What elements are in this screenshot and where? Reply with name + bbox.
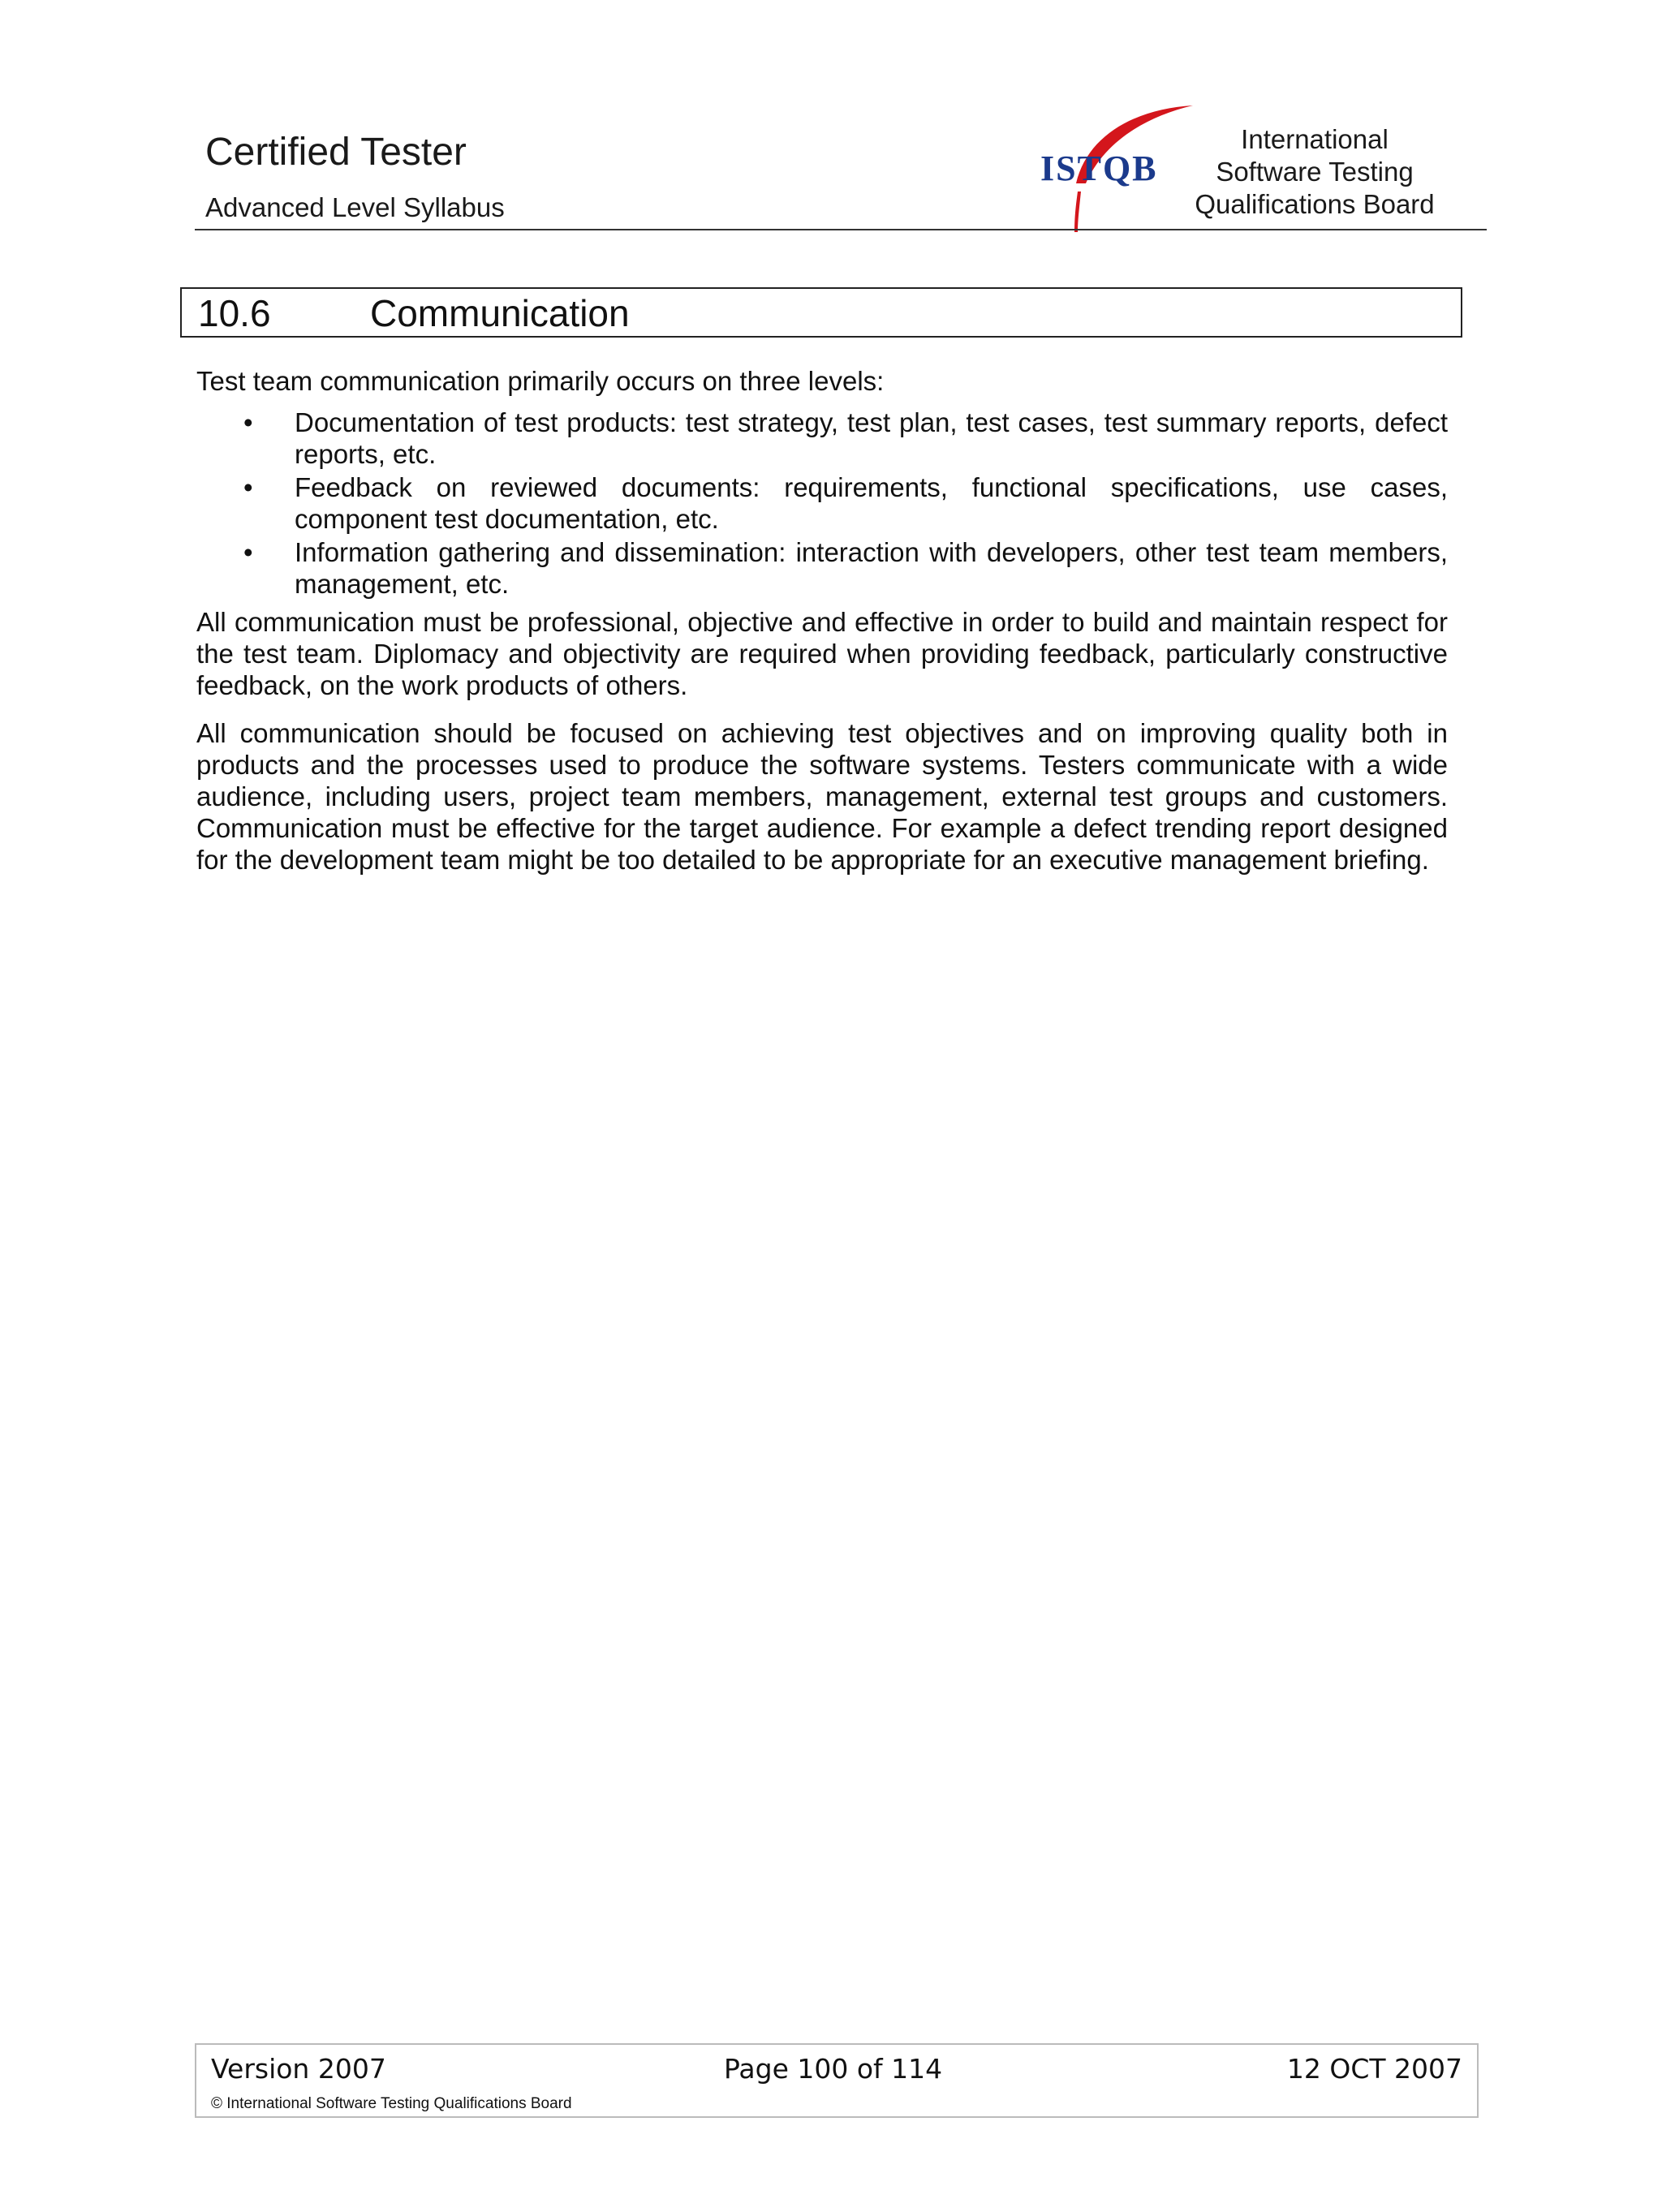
section-title: Communication: [370, 292, 630, 334]
list-item: [196, 407, 1448, 470]
body-paragraph-2: All communication should be focused on achieving test objectives and on improving quality both in products and the processes used to produce the software systems. Testers communicate with a wide audience, including users, project team members, management, external test groups and customers. Communication must be effective for the target audience. For example a defect trending report designed for the development team might be too detailed to be appropriate for an executive management briefing.: [196, 718, 1448, 875]
list-item-text: Documentation of test products: test strategy, test plan, test cases, test summary reports, defect reports, etc.: [295, 407, 1448, 469]
section-heading: [180, 287, 1462, 338]
istqb-logo-graphic: [1031, 102, 1193, 232]
org-name-line-3: Qualifications Board: [1195, 189, 1435, 219]
list-item: [196, 536, 1448, 600]
footer-date: 12 OCT 2007: [1286, 2053, 1462, 2085]
header-divider: [195, 229, 1487, 230]
org-name-line-2: Software Testing: [1216, 157, 1414, 187]
document-header: [205, 130, 505, 224]
bullet-icon: •: [243, 472, 253, 502]
bullet-icon: •: [243, 537, 253, 567]
logo-swoosh-tail: [1074, 192, 1081, 232]
section-number: 10.6: [198, 292, 271, 334]
section-body: [196, 365, 1448, 876]
footer-page-number: Page 100 of 114: [724, 2053, 943, 2085]
istqb-logo: [1031, 102, 1193, 232]
bullet-icon: •: [243, 407, 253, 437]
footer-copyright: © International Software Testing Qualifications Board: [211, 2095, 572, 2112]
footer-version: Version 2007: [211, 2053, 386, 2085]
list-item: [196, 471, 1448, 535]
intro-paragraph: Test team communication primarily occurs on three levels:: [196, 366, 885, 396]
logo-wordmark: ISTQB: [1040, 148, 1158, 188]
document-title: Certified Tester: [205, 131, 467, 174]
organization-name: [1177, 123, 1453, 221]
levels-list: [196, 407, 1448, 600]
page-footer: [195, 2043, 1479, 2118]
list-item-text: Feedback on reviewed documents: requirements, functional specifications, use cases, component test documentation, etc.: [295, 472, 1448, 534]
body-paragraph-1: All communication must be professional, objective and effective in order to build and maintain respect for the test team. Diplomacy and objectivity are required when providing feedback, particularly constructive feedback, on the work products of others.: [196, 607, 1448, 700]
org-name-line-1: International: [1241, 124, 1389, 154]
list-item-text: Information gathering and dissemination: interaction with developers, other test team members, management, etc.: [295, 537, 1448, 599]
document-subtitle: Advanced Level Syllabus: [205, 192, 505, 222]
